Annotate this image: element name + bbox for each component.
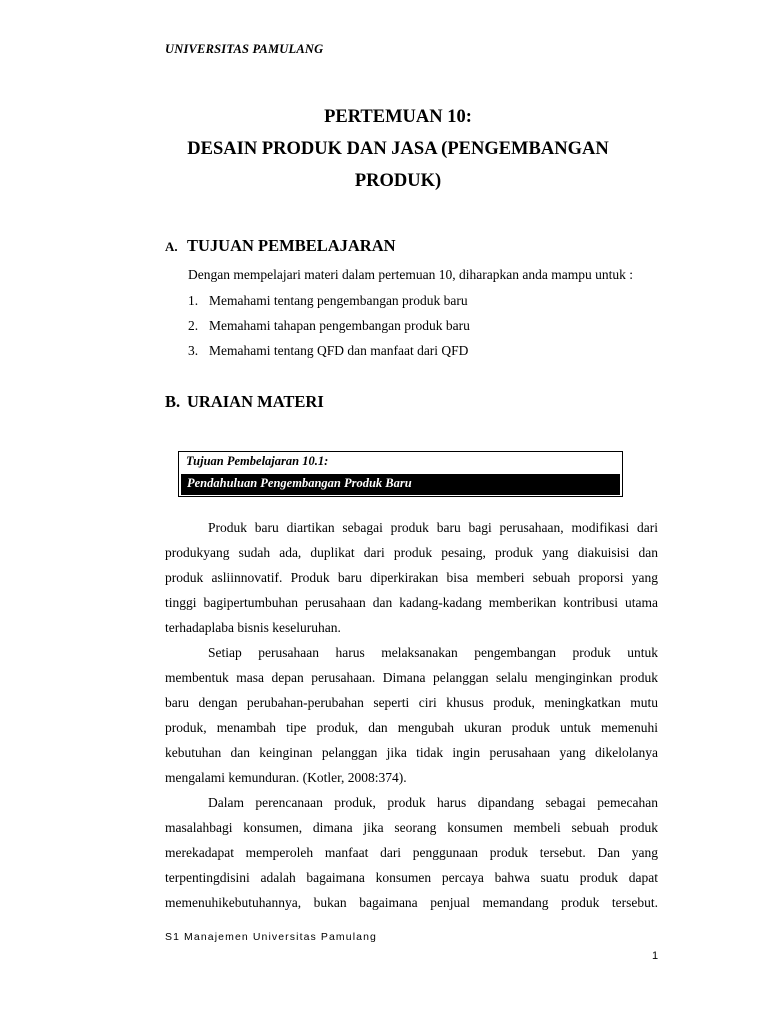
list-item-text: Memahami tentang pengembangan produk baru bbox=[209, 293, 468, 308]
paragraph-line: memenuhikebutuhannya, bukan bagaimana penjual memandang produk tersebut. bbox=[165, 895, 658, 910]
list-item-number: 3. bbox=[188, 343, 199, 358]
page-title-line-3: PRODUK) bbox=[354, 171, 442, 191]
objectives-intro: Dengan mempelajari materi dalam pertemuan 10, diharapkan anda mampu untuk : bbox=[188, 267, 633, 282]
paragraph-line: masalahbagi konsumen, dimana jika seorang konsumen membeli sebuah produk bbox=[165, 820, 658, 835]
learning-objective-bar bbox=[181, 474, 620, 495]
learning-objective-title: Tujuan Pembelajaran 10.1: bbox=[186, 454, 329, 468]
list-item-text: Memahami tentang QFD dan manfaat dari QFD bbox=[209, 343, 469, 358]
paragraph-line: Dalam perencanaan produk, produk harus dipandang sebagai pemecahan bbox=[208, 795, 658, 810]
paragraph-line: tinggi bagipertumbuhan perusahaan dan kadang-kadang memberikan kontribusi utama bbox=[165, 595, 658, 610]
paragraph-line: baru dengan perubahan-perubahan seperti ciri khusus produk, meningkatkan mutu bbox=[165, 695, 658, 710]
section-b-letter: B. bbox=[165, 392, 181, 411]
paragraph-line: mengalami kemunduran. (Kotler, 2008:374). bbox=[165, 770, 407, 785]
paragraph-line: Produk baru diartikan sebagai produk baru bagi perusahaan, modifikasi dari bbox=[208, 520, 658, 535]
section-a-heading bbox=[165, 236, 396, 256]
paragraph-line: Setiap perusahaan harus melaksanakan pengembangan produk untuk bbox=[208, 645, 658, 660]
page-footer: S1 Manajemen Universitas Pamulang bbox=[165, 931, 377, 943]
paragraph-line: membentuk masa depan perusahaan. Dimana pelanggan selalu menginginkan produk bbox=[165, 670, 658, 685]
list-item-text: Memahami tahapan pengembangan produk baru bbox=[209, 318, 470, 333]
list-item bbox=[188, 343, 470, 368]
section-a-title: TUJUAN PEMBELAJARAN bbox=[187, 236, 396, 255]
paragraph-line: produk asliinnovatif. Produk baru diperkirakan bisa memberi sebuah proporsi yang bbox=[165, 570, 658, 585]
section-b-title: URAIAN MATERI bbox=[187, 392, 324, 411]
list-item-number: 1. bbox=[188, 293, 199, 308]
list-item bbox=[188, 293, 470, 318]
paragraph-line: merekadapat memperoleh manfaat dari penggunaan produk tersebut. Dan yang bbox=[165, 845, 658, 860]
paragraph-line: produkyang sudah ada, duplikat dari produk pesaing, produk yang diakuisisi dan bbox=[165, 545, 658, 560]
paragraph-line: terpentingdisini adalah bagaimana konsumen percaya bahwa suatu produk dapat bbox=[165, 870, 658, 885]
body-text bbox=[165, 519, 658, 919]
paragraph-line: kebutuhan dan keinginan pelanggan jika tidak ingin perusahaan yang dikelolanya bbox=[165, 745, 658, 760]
paragraph-line: terhadaplaba bisnis keseluruhan. bbox=[165, 620, 341, 635]
list-item bbox=[188, 318, 470, 343]
section-a-letter: A. bbox=[165, 239, 178, 254]
objectives-list bbox=[188, 293, 470, 368]
learning-objective-subtitle: Pendahuluan Pengembangan Produk Baru bbox=[187, 476, 412, 490]
list-item-number: 2. bbox=[188, 318, 199, 333]
running-header: UNIVERSITAS PAMULANG bbox=[165, 42, 324, 56]
page-title-line-2: DESAIN PRODUK DAN JASA (PENGEMBANGAN bbox=[187, 139, 609, 159]
learning-objective-box bbox=[178, 451, 623, 497]
paragraph-line: produk, menambah tipe produk, dan mengubah ukuran produk untuk memenuhi bbox=[165, 720, 658, 735]
section-b-heading bbox=[165, 392, 324, 412]
page-title-line-1: PERTEMUAN 10: bbox=[324, 107, 472, 127]
page-number: 1 bbox=[652, 950, 659, 962]
